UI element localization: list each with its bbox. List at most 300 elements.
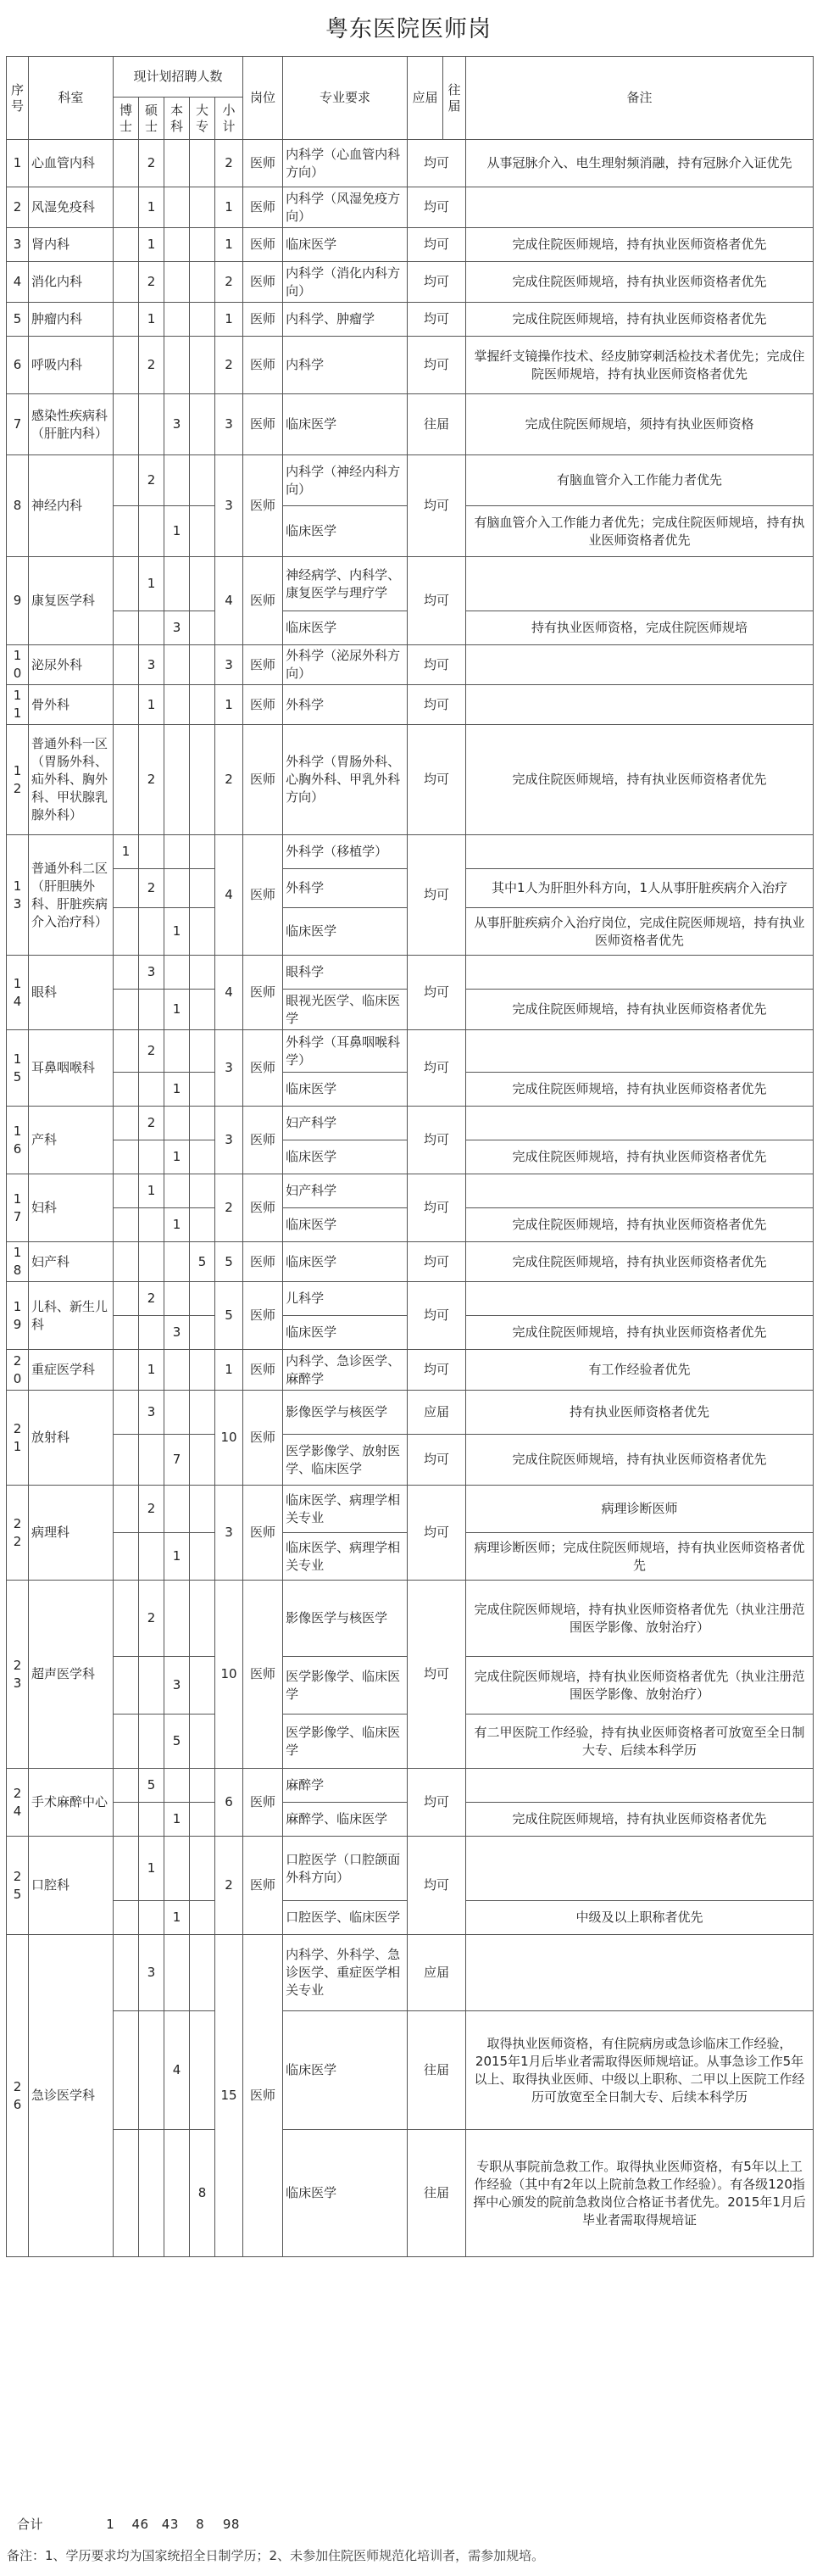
row-seq: 18 (7, 1242, 29, 1282)
cell-major: 内科学（心血管内科方向） (283, 140, 408, 187)
cell-bachelor (164, 725, 190, 835)
cell-remark (466, 1935, 814, 2011)
cell-phd: 1 (114, 835, 139, 869)
cell-major: 临床医学 (283, 2130, 408, 2257)
row-post: 医师 (243, 1837, 283, 1935)
row-post: 医师 (243, 1769, 283, 1837)
row-seq: 24 (7, 1769, 29, 1837)
cell-fresh: 均可 (408, 140, 466, 187)
row-subtotal: 10 (215, 1581, 243, 1769)
row-subtotal: 2 (215, 725, 243, 835)
cell-phd (114, 725, 139, 835)
row-subtotal: 4 (215, 956, 243, 1030)
cell-remark: 取得执业医师资格，有住院病房或急诊临床工作经验，2015年1月后毕业者需取得医师规培证。从事急诊工作5年以上、取得执业医师、中级以上职称、二甲以上医院工作经历可放宽至全日制大专、后续本科学历 (466, 2011, 814, 2130)
cell-remark (466, 1282, 814, 1316)
cell-bachelor (164, 1769, 190, 1803)
cell-fresh: 均可 (408, 645, 466, 685)
table-row (7, 1350, 814, 1391)
cell-phd (114, 685, 139, 725)
cell-master: 1 (139, 557, 164, 611)
cell-bachelor (164, 869, 190, 908)
cell-bachelor (164, 228, 190, 262)
cell-remark: 完成住院医师规培，须持有执业医师资格 (466, 394, 814, 455)
cell-master (139, 1208, 164, 1242)
row-dept: 普通外科一区（胃肠外科、疝外科、胸外科、甲状腺乳腺外科） (29, 725, 114, 835)
cell-major: 眼科学 (283, 956, 408, 990)
cell-master (139, 1073, 164, 1107)
row-fresh: 均可 (408, 557, 466, 645)
cell-major: 口腔医学（口腔颌面外科方向） (283, 1837, 408, 1901)
cell-fresh: 均可 (408, 262, 466, 303)
table-header (7, 57, 814, 140)
cell-master: 3 (139, 1935, 164, 2011)
cell-phd (114, 1837, 139, 1901)
row-seq: 6 (7, 337, 29, 394)
cell-major: 麻醉学、临床医学 (283, 1803, 408, 1837)
row-dept: 呼吸内科 (29, 337, 114, 394)
cell-bachelor: 5 (164, 1715, 190, 1769)
cell-remark: 持有执业医师资格者优先 (466, 1391, 814, 1435)
cell-phd (114, 1242, 139, 1282)
cell-major: 神经病学、内科学、康复医学与理疗学 (283, 557, 408, 611)
cell-college (190, 228, 215, 262)
cell-remark: 其中1人为肝胆外科方向，1人从事肝脏疾病介入治疗 (466, 869, 814, 908)
cell-college (190, 1435, 215, 1486)
cell-master (139, 1657, 164, 1715)
cell-college (190, 303, 215, 337)
cell-remark: 持有执业医师资格，完成住院医师规培 (466, 611, 814, 645)
cell-college (190, 1581, 215, 1657)
cell-bachelor (164, 2130, 190, 2257)
cell-remark: 完成住院医师规培，持有执业医师资格者优先 (466, 1140, 814, 1174)
row-post: 医师 (243, 645, 283, 685)
footnote: 备注：1、学历要求均为国家统招全日制学历；2、未参加住院医师规范化培训者，需参加规培。 (7, 2548, 545, 2563)
cell-remark: 完成住院医师规培，持有执业医师资格者优先 (466, 1073, 814, 1107)
cell-fresh: 应届 (408, 1935, 466, 2011)
cell-major: 内科学（消化内科方向） (283, 262, 408, 303)
row-post: 医师 (243, 1391, 283, 1486)
row-post: 医师 (243, 1581, 283, 1769)
row-fresh: 均可 (408, 1030, 466, 1107)
cell-college (190, 1030, 215, 1073)
cell-phd (114, 1435, 139, 1486)
row-seq: 12 (7, 725, 29, 835)
row-post: 医师 (243, 1935, 283, 2257)
cell-college (190, 1657, 215, 1715)
cell-college (190, 1837, 215, 1901)
row-seq: 19 (7, 1282, 29, 1350)
cell-master: 3 (139, 645, 164, 685)
table-row (7, 2011, 814, 2130)
row-dept: 肿瘤内科 (29, 303, 114, 337)
cell-college: 8 (190, 2130, 215, 2257)
row-dept: 肾内科 (29, 228, 114, 262)
table-row (7, 956, 814, 990)
cell-college (190, 1140, 215, 1174)
row-dept: 产科 (29, 1107, 114, 1174)
header-fresh: 应届 (408, 57, 443, 140)
table-row (7, 725, 814, 835)
row-post: 医师 (243, 1030, 283, 1107)
cell-bachelor (164, 337, 190, 394)
cell-bachelor (164, 1935, 190, 2011)
cell-bachelor (164, 1391, 190, 1435)
cell-major: 临床医学 (283, 1140, 408, 1174)
cell-college (190, 645, 215, 685)
row-dept: 儿科、新生儿科 (29, 1282, 114, 1350)
header-post: 岗位 (243, 57, 283, 140)
cell-phd (114, 1581, 139, 1657)
cell-phd (114, 1208, 139, 1242)
cell-master: 2 (139, 337, 164, 394)
cell-phd (114, 1107, 139, 1140)
cell-college (190, 1769, 215, 1803)
cell-major: 医学影像学、临床医学 (283, 1715, 408, 1769)
cell-remark: 从事冠脉介入、电生理射频消融，持有冠脉介入证优先 (466, 140, 814, 187)
cell-master (139, 394, 164, 455)
row-subtotal: 2 (215, 337, 243, 394)
cell-college (190, 262, 215, 303)
cell-college: 5 (190, 1242, 215, 1282)
cell-college (190, 1901, 215, 1935)
cell-major: 临床医学 (283, 2011, 408, 2130)
cell-master (139, 908, 164, 956)
cell-remark: 完成住院医师规培，持有执业医师资格者优先 (466, 228, 814, 262)
cell-college (190, 2011, 215, 2130)
cell-fresh: 往届 (408, 2011, 466, 2130)
cell-bachelor (164, 835, 190, 869)
cell-major: 妇产科学 (283, 1107, 408, 1140)
cell-college (190, 506, 215, 557)
cell-major: 医学影像学、临床医学 (283, 1657, 408, 1715)
row-subtotal: 3 (215, 455, 243, 557)
cell-college (190, 1282, 215, 1316)
cell-major: 影像医学与核医学 (283, 1581, 408, 1657)
row-post: 医师 (243, 1107, 283, 1174)
cell-college (190, 835, 215, 869)
cell-phd (114, 140, 139, 187)
cell-bachelor: 1 (164, 1533, 190, 1581)
totals-bachelor: 43 (161, 2517, 179, 2532)
cell-bachelor (164, 956, 190, 990)
cell-phd (114, 2011, 139, 2130)
cell-college (190, 1935, 215, 2011)
cell-phd (114, 1030, 139, 1073)
row-dept: 骨外科 (29, 685, 114, 725)
cell-college (190, 1391, 215, 1435)
row-fresh: 均可 (408, 1837, 466, 1935)
cell-bachelor (164, 262, 190, 303)
header-college: 大专 (190, 98, 215, 140)
cell-master: 2 (139, 455, 164, 506)
row-seq: 8 (7, 455, 29, 557)
row-seq: 4 (7, 262, 29, 303)
header-seq: 序号 (7, 57, 29, 140)
cell-master: 2 (139, 140, 164, 187)
table-row (7, 1174, 814, 1208)
cell-fresh: 均可 (408, 1435, 466, 1486)
totals-subtotal: 98 (222, 2517, 240, 2532)
table-row (7, 685, 814, 725)
cell-major: 内科学、外科学、急诊医学、重症医学相关专业 (283, 1935, 408, 2011)
row-dept: 消化内科 (29, 262, 114, 303)
table-row (7, 1435, 814, 1486)
row-seq: 10 (7, 645, 29, 685)
cell-bachelor (164, 1282, 190, 1316)
table-body (7, 140, 814, 2257)
cell-remark: 完成住院医师规培，持有执业医师资格者优先 (466, 262, 814, 303)
row-subtotal: 4 (215, 835, 243, 956)
table-row (7, 1282, 814, 1316)
cell-fresh: 均可 (408, 685, 466, 725)
cell-remark: 从事肝脏疾病介入治疗岗位，完成住院医师规培，持有执业医师资格者优先 (466, 908, 814, 956)
row-post: 医师 (243, 187, 283, 228)
cell-college (190, 908, 215, 956)
row-subtotal: 3 (215, 1107, 243, 1174)
cell-bachelor: 1 (164, 1140, 190, 1174)
cell-bachelor (164, 1581, 190, 1657)
cell-major: 医学影像学、放射医学、临床医学 (283, 1435, 408, 1486)
row-post: 医师 (243, 394, 283, 455)
row-post: 医师 (243, 455, 283, 557)
cell-phd (114, 506, 139, 557)
cell-bachelor (164, 1242, 190, 1282)
cell-master: 3 (139, 1391, 164, 1435)
row-fresh: 均可 (408, 1769, 466, 1837)
row-fresh: 均可 (408, 1107, 466, 1174)
cell-master: 3 (139, 956, 164, 990)
cell-remark: 病理诊断医师 (466, 1486, 814, 1533)
totals-label: 合计 (17, 2517, 44, 2532)
row-post: 医师 (243, 725, 283, 835)
cell-remark (466, 1030, 814, 1073)
cell-college (190, 1486, 215, 1533)
cell-bachelor (164, 1030, 190, 1073)
cell-bachelor (164, 645, 190, 685)
cell-major: 外科学（胃肠外科、心胸外科、甲乳外科方向） (283, 725, 408, 835)
row-seq: 16 (7, 1107, 29, 1174)
cell-college (190, 455, 215, 506)
row-post: 医师 (243, 557, 283, 645)
cell-fresh: 均可 (408, 1242, 466, 1282)
totals-college: 8 (196, 2517, 205, 2532)
cell-fresh: 往届 (408, 394, 466, 455)
table-row (7, 835, 814, 869)
cell-college (190, 337, 215, 394)
cell-major: 临床医学 (283, 1208, 408, 1242)
row-fresh: 均可 (408, 956, 466, 1030)
cell-phd (114, 1316, 139, 1350)
row-subtotal: 1 (215, 187, 243, 228)
table-row (7, 1030, 814, 1073)
cell-master (139, 611, 164, 645)
cell-phd (114, 1391, 139, 1435)
cell-fresh: 均可 (408, 228, 466, 262)
row-dept: 眼科 (29, 956, 114, 1030)
cell-major: 儿科学 (283, 1282, 408, 1316)
cell-master (139, 1533, 164, 1581)
cell-remark (466, 645, 814, 685)
cell-fresh: 应届 (408, 1391, 466, 1435)
row-subtotal: 4 (215, 557, 243, 645)
cell-phd (114, 1174, 139, 1208)
cell-college (190, 1350, 215, 1391)
cell-master: 1 (139, 685, 164, 725)
row-post: 医师 (243, 140, 283, 187)
cell-bachelor: 3 (164, 1657, 190, 1715)
cell-bachelor (164, 1107, 190, 1140)
cell-college (190, 685, 215, 725)
cell-college (190, 1208, 215, 1242)
row-seq: 25 (7, 1837, 29, 1935)
cell-phd (114, 1901, 139, 1935)
row-seq: 20 (7, 1350, 29, 1391)
cell-master: 2 (139, 1282, 164, 1316)
row-dept: 感染性疾病科（肝脏内科） (29, 394, 114, 455)
cell-major: 临床医学 (283, 611, 408, 645)
cell-college (190, 1803, 215, 1837)
table-row (7, 455, 814, 506)
cell-master (139, 1435, 164, 1486)
row-dept: 妇产科 (29, 1242, 114, 1282)
header-remarks: 备注 (466, 57, 814, 140)
cell-master: 1 (139, 228, 164, 262)
cell-bachelor (164, 557, 190, 611)
cell-phd (114, 303, 139, 337)
row-dept: 耳鼻咽喉科 (29, 1030, 114, 1107)
table-row (7, 1935, 814, 2011)
table-row (7, 645, 814, 685)
cell-bachelor: 1 (164, 1803, 190, 1837)
cell-fresh: 往届 (408, 2130, 466, 2257)
cell-major: 临床医学 (283, 908, 408, 956)
cell-phd (114, 611, 139, 645)
cell-remark (466, 1174, 814, 1208)
table-row (7, 1837, 814, 1901)
cell-phd (114, 557, 139, 611)
cell-major: 外科学（耳鼻咽喉科学） (283, 1030, 408, 1073)
table-row (7, 1769, 814, 1803)
row-seq: 14 (7, 956, 29, 1030)
row-subtotal: 2 (215, 140, 243, 187)
row-post: 医师 (243, 1242, 283, 1282)
row-fresh: 均可 (408, 1174, 466, 1242)
row-dept: 手术麻醉中心 (29, 1769, 114, 1837)
cell-master (139, 1242, 164, 1282)
table-row (7, 1581, 814, 1657)
row-dept: 神经内科 (29, 455, 114, 557)
cell-college (190, 1533, 215, 1581)
page-title: 粤东医院医师岗 (325, 16, 492, 42)
cell-college (190, 956, 215, 990)
cell-phd (114, 455, 139, 506)
header-phd: 博士 (114, 98, 139, 140)
cell-bachelor (164, 303, 190, 337)
cell-bachelor: 4 (164, 2011, 190, 2130)
cell-fresh: 均可 (408, 337, 466, 394)
table-row (7, 187, 814, 228)
cell-phd (114, 990, 139, 1030)
cell-master: 1 (139, 1350, 164, 1391)
row-subtotal: 2 (215, 262, 243, 303)
row-seq: 15 (7, 1030, 29, 1107)
table-row (7, 1486, 814, 1533)
cell-phd (114, 262, 139, 303)
row-post: 医师 (243, 1282, 283, 1350)
row-seq: 2 (7, 187, 29, 228)
cell-remark: 掌握纤支镜操作技术、经皮肺穿刺活检技术者优先；完成住院医师规培，持有执业医师资格者优先 (466, 337, 814, 394)
cell-remark: 有工作经验者优先 (466, 1350, 814, 1391)
cell-college (190, 394, 215, 455)
cell-major: 临床医学、病理学相关专业 (283, 1533, 408, 1581)
cell-master: 2 (139, 869, 164, 908)
cell-remark: 完成住院医师规培，持有执业医师资格者优先 (466, 1316, 814, 1350)
cell-bachelor: 1 (164, 908, 190, 956)
cell-phd (114, 394, 139, 455)
row-dept: 风湿免疫科 (29, 187, 114, 228)
cell-fresh: 均可 (408, 187, 466, 228)
cell-phd (114, 1073, 139, 1107)
cell-major: 内科学 (283, 337, 408, 394)
cell-phd (114, 956, 139, 990)
table-row (7, 303, 814, 337)
row-subtotal: 1 (215, 228, 243, 262)
cell-major: 内科学（风湿免疫方向） (283, 187, 408, 228)
cell-remark (466, 1107, 814, 1140)
cell-major: 临床医学 (283, 1316, 408, 1350)
cell-phd (114, 187, 139, 228)
totals-master: 46 (131, 2517, 149, 2532)
cell-remark: 有二甲医院工作经验，持有执业医师资格者可放宽至全日制大专、后续本科学历 (466, 1715, 814, 1769)
row-subtotal: 3 (215, 645, 243, 685)
row-dept: 口腔科 (29, 1837, 114, 1935)
table-row (7, 394, 814, 455)
cell-college (190, 1174, 215, 1208)
cell-bachelor: 1 (164, 1901, 190, 1935)
cell-master: 1 (139, 1174, 164, 1208)
header-subtotal: 小计 (215, 98, 243, 140)
cell-master (139, 506, 164, 557)
cell-major: 外科学（移植学） (283, 835, 408, 869)
header-major: 专业要求 (283, 57, 408, 140)
row-seq: 11 (7, 685, 29, 725)
cell-major: 眼视光医学、临床医学 (283, 990, 408, 1030)
row-post: 医师 (243, 262, 283, 303)
cell-bachelor: 1 (164, 1073, 190, 1107)
cell-remark: 有脑血管介入工作能力者优先 (466, 455, 814, 506)
cell-bachelor: 1 (164, 1208, 190, 1242)
row-seq: 21 (7, 1391, 29, 1486)
cell-remark: 病理诊断医师；完成住院医师规培，持有执业医师资格者优先 (466, 1533, 814, 1581)
row-dept: 病理科 (29, 1486, 114, 1581)
totals-line (17, 2515, 245, 2533)
table-row (7, 262, 814, 303)
cell-college (190, 140, 215, 187)
cell-college (190, 1107, 215, 1140)
row-subtotal: 2 (215, 1837, 243, 1935)
cell-remark (466, 557, 814, 611)
row-post: 医师 (243, 1486, 283, 1581)
row-seq: 26 (7, 1935, 29, 2257)
row-subtotal: 3 (215, 1030, 243, 1107)
cell-remark (466, 685, 814, 725)
table-row (7, 1107, 814, 1140)
row-post: 医师 (243, 1350, 283, 1391)
row-subtotal: 5 (215, 1282, 243, 1350)
cell-remark (466, 187, 814, 228)
header-master: 硕士 (139, 98, 164, 140)
row-subtotal: 10 (215, 1391, 243, 1486)
